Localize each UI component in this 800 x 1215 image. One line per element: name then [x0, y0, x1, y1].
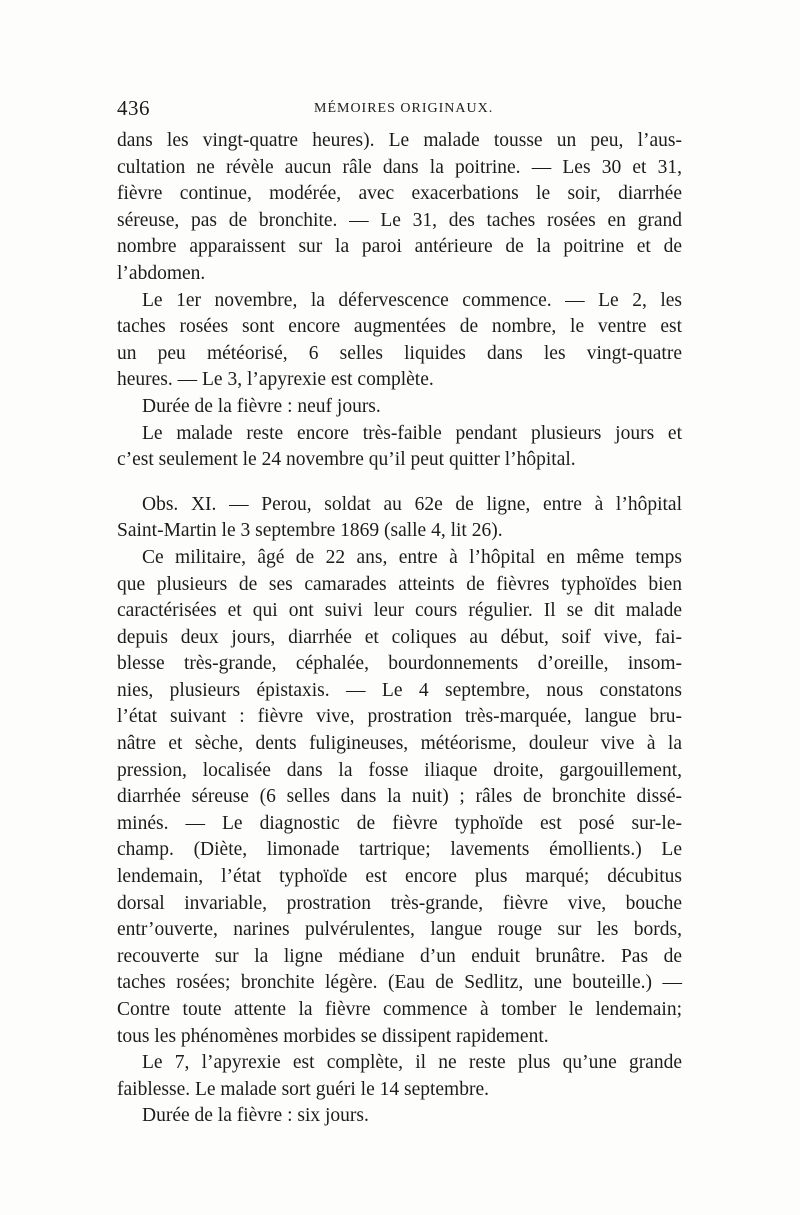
text-line: Le malade reste encore très-faible pendant plusieurs jours et	[142, 422, 682, 444]
text-line: Le 7, l’apyrexie est complète, il ne reste plus qu’une grande	[142, 1052, 682, 1074]
text-line: minés. — Le diagnostic de fièvre typhoïde est posé sur-le-	[117, 812, 682, 834]
text-line: Durée de la fièvre : neuf jours.	[142, 395, 381, 417]
text-line: lendemain, l’état typhoïde est encore plus marqué; décubitus	[117, 866, 682, 888]
text-line: nombre apparaissent sur la paroi antérieure de la poitrine et de	[117, 236, 682, 258]
page-header	[117, 96, 682, 126]
text-line: nâtre et sèche, dents fuligineuses, météorisme, douleur vive à la	[117, 733, 682, 755]
text-line: taches rosées sont encore augmentées de nombre, le ventre est	[117, 316, 682, 338]
text-line: pression, localisée dans la fosse iliaque droite, gargouillement,	[117, 759, 682, 781]
text-line: Le 1er novembre, la défervescence commence. — Le 2, les	[142, 289, 682, 311]
text-line: Contre toute attente la fièvre commence à tomber le lendemain;	[117, 999, 682, 1020]
text-line: blesse très-grande, céphalée, bourdonnements d’oreille, insom-	[117, 653, 682, 675]
text-line: taches rosées; bronchite légère. (Eau de Sedlitz, une bouteille.) —	[117, 972, 682, 994]
text-line: caractérisées et qui ont suivi leur cours régulier. Il se dit malade	[117, 600, 682, 622]
text-line: dans les vingt-quatre heures). Le malade tousse un peu, l’aus-	[117, 130, 682, 151]
text-line: nies, plusieurs épistaxis. — Le 4 septembre, nous constatons	[117, 679, 682, 701]
text-line: Durée de la fièvre : six jours.	[142, 1105, 369, 1127]
observation-heading: Obs. XI. — Perou, soldat au 62e de ligne, entre à l’hôpital	[142, 493, 682, 515]
text-line: faiblesse. Le malade sort guéri le 14 septembre.	[117, 1078, 489, 1100]
running-title: MÉMOIRES ORIGINAUX.	[314, 101, 494, 116]
page-body	[117, 128, 682, 1130]
text-line: l’état suivant : fièvre vive, prostration très-marquée, langue bru-	[117, 706, 682, 728]
text-line: entr’ouverte, narines pulvérulentes, langue rouge sur les bords,	[117, 919, 682, 941]
text-line: diarrhée séreuse (6 selles dans la nuit) ; râles de bronchite dissé-	[117, 786, 682, 808]
text-line: l’abdomen.	[117, 262, 206, 284]
text-line: c’est seulement le 24 novembre qu’il peut quitter l’hôpital.	[117, 449, 576, 471]
text-line: fièvre continue, modérée, avec exacerbations le soir, diarrhée	[117, 183, 682, 205]
text-line: que plusieurs de ses camarades atteints de fièvres typhoïdes bien	[117, 573, 682, 595]
text-line: champ. (Diète, limonade tartrique; lavements émollients.) Le	[117, 839, 682, 861]
text-line: un peu météorisé, 6 selles liquides dans les vingt-quatre	[117, 342, 682, 364]
text-line: heures. — Le 3, l’apyrexie est complète.	[117, 369, 434, 391]
text-line: tous les phénomènes morbides se dissipent rapidement.	[117, 1025, 549, 1047]
text-line: Saint-Martin le 3 septembre 1869 (salle 4, lit 26).	[117, 520, 503, 542]
page-number: 436	[117, 96, 150, 120]
text-line: dorsal invariable, prostration très-grande, fièvre vive, bouche	[117, 892, 682, 914]
text-line: séreuse, pas de bronchite. — Le 31, des taches rosées en grand	[117, 209, 682, 231]
text-line: cultation ne révèle aucun râle dans la poitrine. — Les 30 et 31,	[117, 156, 682, 178]
text-line: recouverte sur la ligne médiane d’un enduit brunâtre. Pas de	[117, 945, 682, 967]
text-line: Ce militaire, âgé de 22 ans, entre à l’hôpital en même temps	[142, 546, 682, 568]
text-line: depuis deux jours, diarrhée et coliques au début, soif vive, fai-	[117, 626, 682, 648]
